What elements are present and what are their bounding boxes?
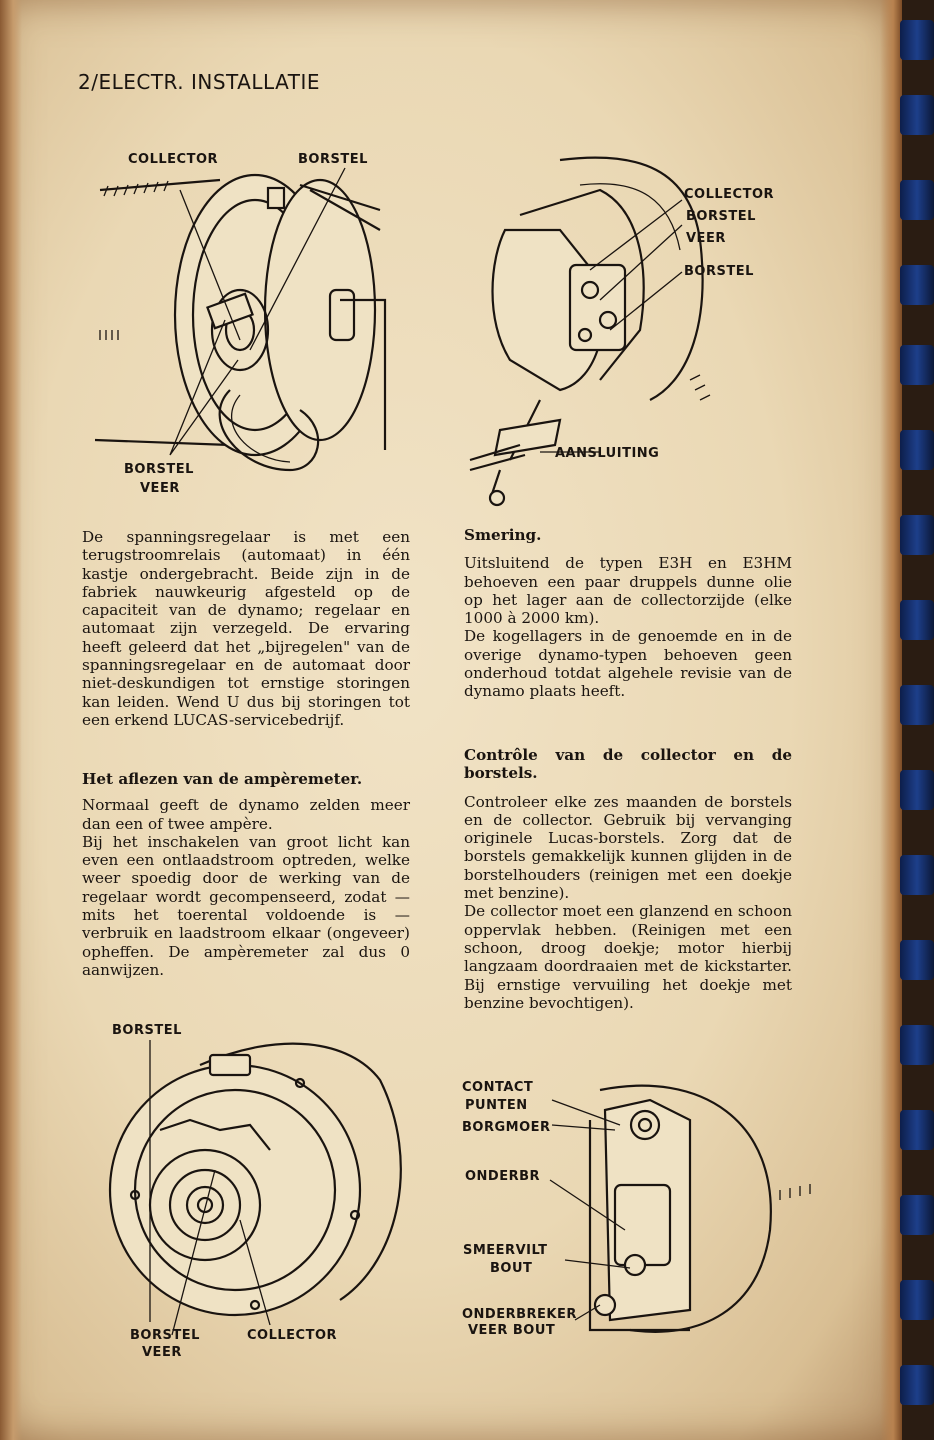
fig4-label-punten: PUNTEN	[465, 1098, 528, 1113]
fig3-label-veer: VEER	[142, 1345, 182, 1360]
fig1-label-collector: COLLECTOR	[128, 152, 219, 167]
fig2-label-borstel-2: BORSTEL	[684, 264, 754, 279]
binding-ring	[900, 1110, 934, 1150]
right-column-top	[464, 526, 792, 701]
left-column-top	[82, 528, 410, 729]
section-heading-collector: Contrôle van de collector en de borstels.	[464, 746, 792, 783]
binding-ring	[900, 265, 934, 305]
fig2-label-veer: VEER	[686, 231, 726, 246]
right-column-bottom	[464, 746, 792, 1012]
binding-ring	[900, 345, 934, 385]
binding-ring	[900, 1025, 934, 1065]
binding-ring	[900, 940, 934, 980]
fig2-label-borstel: BORSTEL	[686, 209, 756, 224]
binding-ring	[900, 20, 934, 60]
fig2-label-collector: COLLECTOR	[684, 187, 775, 202]
paragraph-collector-2: De collector moet een glanzend en schoon oppervlak hebben. (Reinigen met een schoon, droog doekje; motor hierbij langzaam doordraaien met de kickstarter. Bij ernstige vervuiling het doekje met benzine bevochtigen).	[464, 902, 792, 1012]
page-header: 2/ELECTR. INSTALLATIE	[78, 70, 320, 94]
fig4-label-onderbreker: ONDERBREKER	[462, 1307, 577, 1322]
fig2-label-aansluiting: AANSLUITING	[555, 446, 660, 461]
binding-ring	[900, 855, 934, 895]
binding-ring	[900, 1195, 934, 1235]
binding-ring	[900, 515, 934, 555]
paragraph-collector-1: Controleer elke zes maanden de borstels en de collector. Gebruik bij vervanging originele Lucas-borstels. Zorg dat de borstels gemakkelijk kunnen glijden in de borstelhouders (reinigen met een doekje met benzine).	[464, 792, 792, 903]
fig4-label-borgmoer: BORGMOER	[462, 1120, 551, 1135]
fig1-label-borstel: BORSTEL	[124, 462, 194, 477]
binding-ring	[900, 600, 934, 640]
paragraph-amperemeter-2: Bij het inschakelen van groot licht kan even een ontlaadstroom optreden, welke weer spoedig door de werking van de regelaar wordt gecompenseerd, zodat — mits het toerental voldoende is — verbruik en laadstroom elkaar (ongeveer) opheffen. De ampèremeter zal dus 0 aanwijzen.	[82, 832, 410, 979]
fig1-label-veer: VEER	[140, 481, 180, 496]
binding-ring	[900, 770, 934, 810]
binding-ring	[900, 430, 934, 470]
fig3-label-borstel: BORSTEL	[130, 1328, 200, 1343]
fig3-label-borstel: BORSTEL	[112, 1023, 182, 1038]
fig4-label-smeervilt: SMEERVILT	[463, 1243, 548, 1258]
figure-dynamo-end-brushes	[95, 168, 385, 470]
figure-contact-breaker	[550, 1086, 810, 1332]
fig1-label-borstel: BORSTEL	[298, 152, 368, 167]
section-heading-amperemeter: Het aflezen van de ampèremeter.	[82, 770, 363, 788]
paragraph-amperemeter-1: Normaal geeft de dynamo zelden meer dan een of twee ampère.	[82, 796, 410, 833]
fig4-label-onderbr: ONDERBR	[465, 1169, 541, 1184]
left-column-bottom	[82, 770, 410, 979]
binding-ring	[900, 685, 934, 725]
paragraph-regelaar: De spanningsregelaar is met een terugstroomrelais (automaat) in één kastje ondergebracht. Beide zijn in de fabriek nauwkeurig afgesteld op de capaciteit van de dynamo; regelaar en automaat zijn verzegeld. De ervaring heeft geleerd dat het „bijregelen" van de spanningsregelaar en de automaat door niet-deskundigen tot ernstige storingen kan leiden. Wend U dus bij storingen tot een erkend LUCAS-servicebedrijf.	[82, 528, 410, 729]
paragraph-smering-1: Uitsluitend de typen E3H en E3HM behoeven een paar druppels dunne olie op het lager aan de collectorzijde (elke 1000 à 2000 km).	[464, 554, 792, 628]
binding-ring	[900, 95, 934, 135]
binding-ring	[900, 1280, 934, 1320]
binding-ring	[900, 180, 934, 220]
paragraph-smering-2: De kogellagers in de genoemde en in de overige dynamo-typen behoeven geen onderhoud totdat algehele revisie van de dynamo plaats heeft.	[464, 627, 792, 701]
binding-ring	[900, 1365, 934, 1405]
fig3-label-collector: COLLECTOR	[247, 1328, 338, 1343]
figure-dynamo-end-view	[110, 1040, 401, 1335]
fig4-label-contact: CONTACT	[462, 1080, 534, 1095]
fig4-label-bout: BOUT	[490, 1261, 533, 1276]
fig4-label-veer-bout: VEER BOUT	[468, 1323, 556, 1338]
section-heading-smering: Smering.	[464, 526, 542, 544]
